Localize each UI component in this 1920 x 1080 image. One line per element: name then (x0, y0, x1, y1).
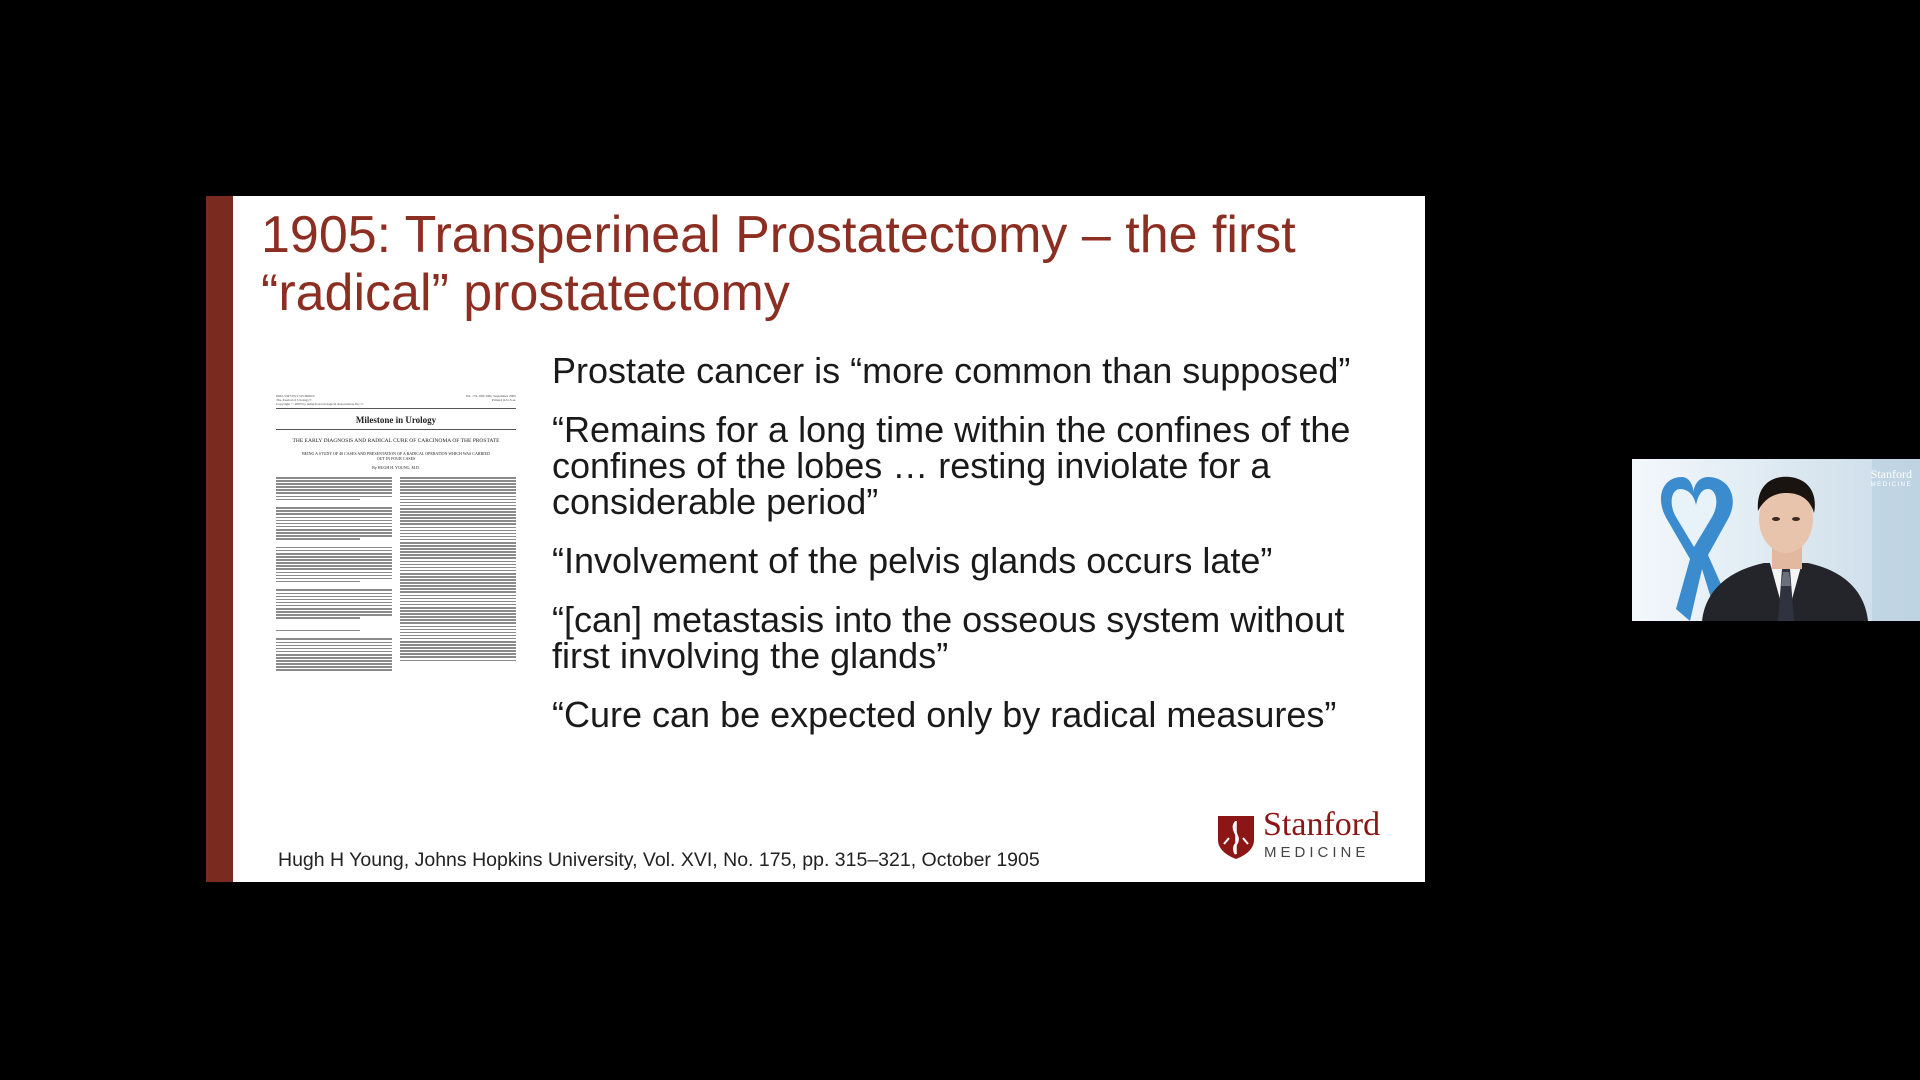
paper-title: THE EARLY DIAGNOSIS AND RADICAL CURE OF CARCINOMA OF THE PROSTATE (292, 438, 500, 444)
paper-rule (276, 429, 516, 430)
paper-header-right: Vol. 174, 000–000, September 2005 (465, 394, 516, 398)
webcam-logo (1871, 469, 1912, 491)
stanford-medicine-logo (1216, 806, 1391, 862)
logo-subtitle: MEDICINE (1264, 844, 1370, 861)
citation: Hugh H Young, Johns Hopkins University, Vol. XVI, No. 175, pp. 315–321, October 1905 (278, 849, 1040, 871)
bullet-item: “Remains for a long time within the confines of the confines of the lobes … resting inviolate for a considerable period” (552, 409, 1351, 522)
paper-header-right2: Printed in U.S.A. (491, 398, 516, 402)
webcam-video[interactable] (1632, 459, 1920, 621)
paper-thumbnail (276, 394, 516, 724)
paper-column-right (400, 476, 516, 673)
paper-header-left2: The Journal of Urology® (276, 398, 312, 402)
paper-author: By HUGH H. YOUNG, M.D. (372, 464, 420, 470)
logo-wordmark: Stanford (1263, 806, 1381, 843)
bullet-item: “Involvement of the pelvis glands occurs late” (552, 540, 1273, 581)
bullet-list (552, 350, 1392, 756)
accent-bar (206, 196, 233, 882)
bullet-item: “Cure can be expected only by radical measures” (552, 694, 1337, 735)
paper-header-left: 0022-5347/05/1745-0000/0 (276, 394, 315, 398)
presentation-slide (206, 196, 1425, 882)
bullet-item: “[can] metastasis into the osseous system without first involving the glands” (552, 599, 1345, 676)
paper-body (276, 476, 516, 673)
paper-column-left (276, 476, 392, 673)
bullet-item: Prostate cancer is “more common than supposed” (552, 350, 1351, 391)
paper-rule (276, 408, 516, 409)
webcam-logo-name: Stanford (1870, 467, 1912, 481)
shield-icon (1216, 814, 1256, 860)
paper-section: Milestone in Urology (355, 415, 437, 425)
paper-header-left3: Copyright © 2005 by American Urological Association, Inc.® (276, 402, 364, 406)
paper-header (276, 394, 516, 406)
slide-title: 1905: Transperineal Prostatectomy – the first “radical” prostatectomy (261, 206, 1296, 322)
paper-subtitle: BEING A STUDY OF 40 CASES AND PRESENTATION OF A RADICAL OPERATION WHICH WAS CARRIED OUT IN FOUR CASES (302, 450, 490, 461)
webcam-logo-sub: MEDICINE (1870, 482, 1912, 488)
